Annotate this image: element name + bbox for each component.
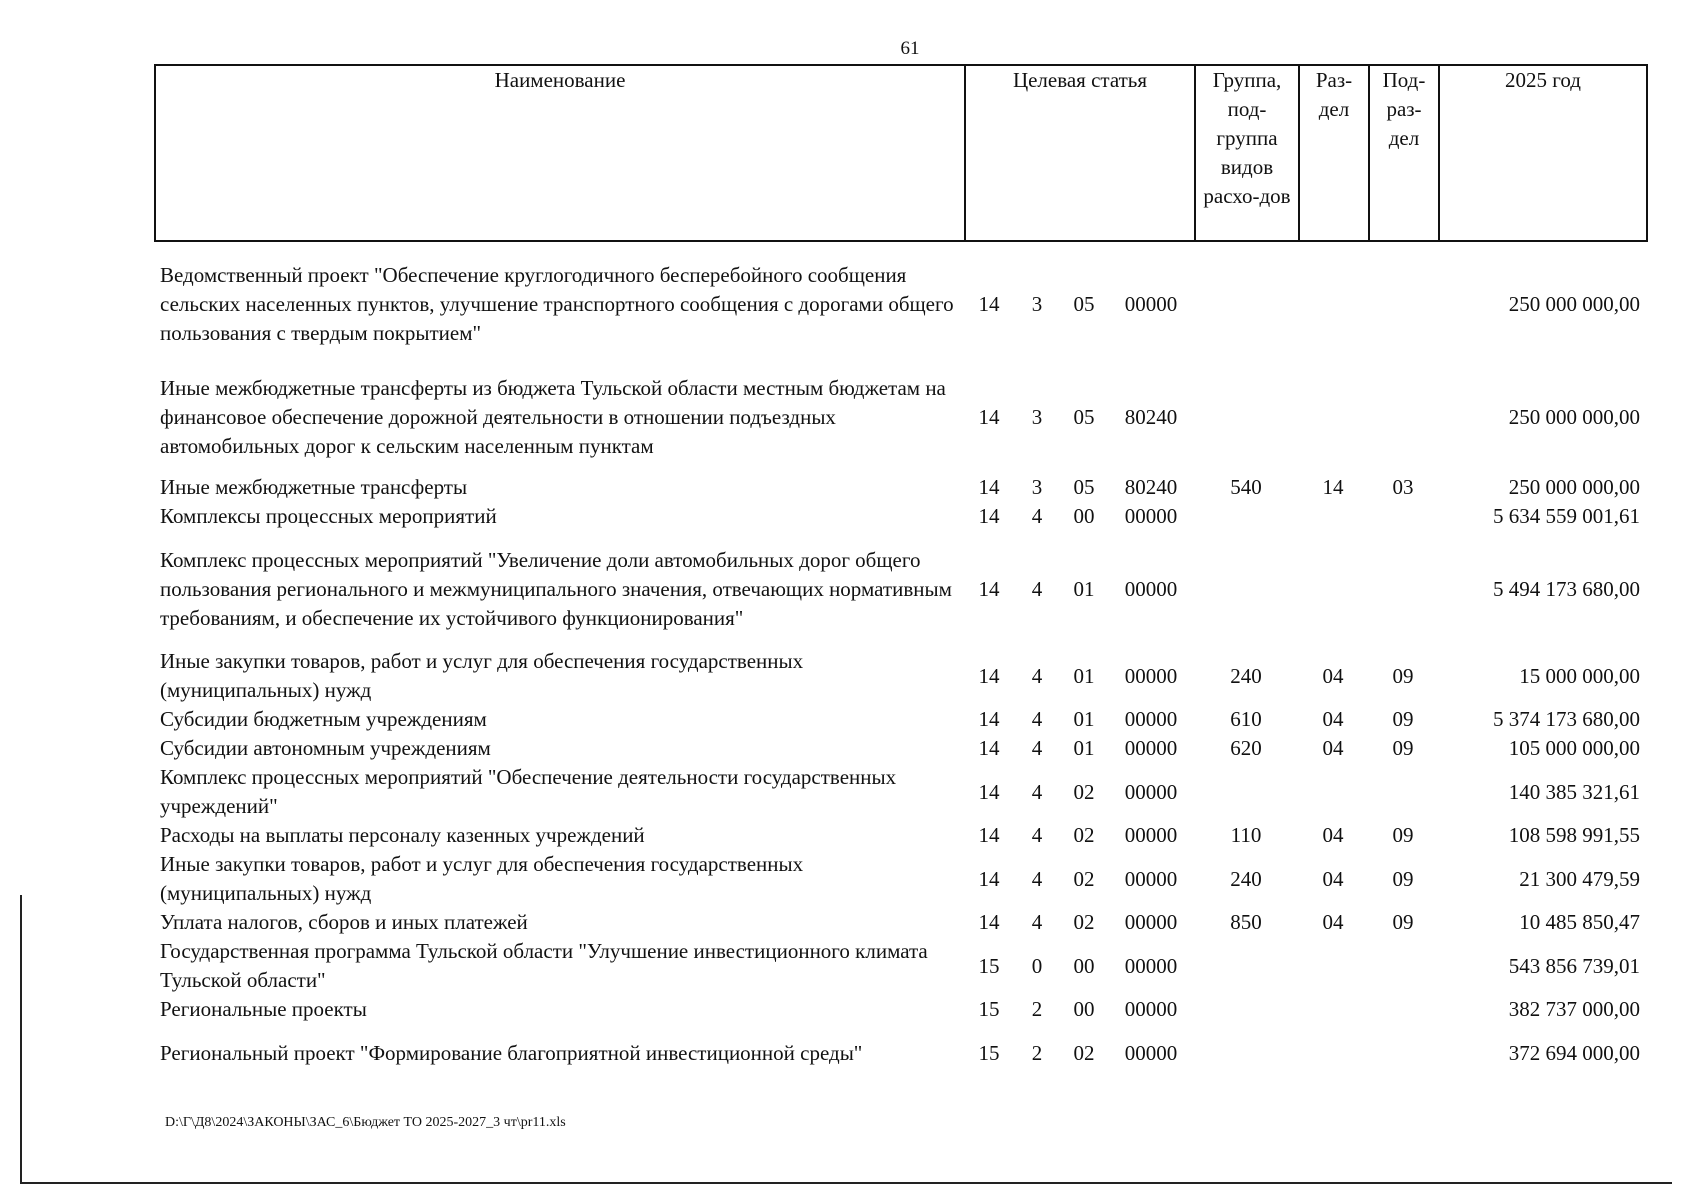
- header-section: Раз-дел: [1299, 65, 1369, 241]
- table-row: [154, 821, 1646, 850]
- target-code-structure: 02: [1073, 823, 1095, 847]
- target-code-program: 14: [978, 823, 1000, 847]
- target-code-structure: 02: [1073, 910, 1095, 934]
- subsection-code: 09: [1392, 866, 1414, 891]
- expense-group-code: [1194, 995, 1298, 1024]
- amount-2025: 108 598 991,55: [1508, 823, 1640, 847]
- target-code-type: 3: [1031, 405, 1043, 429]
- target-code-direction: 00000: [1124, 953, 1178, 978]
- target-code-type: 3: [1031, 291, 1043, 316]
- target-code-type: 4: [1031, 779, 1043, 804]
- target-code-type: 0: [1031, 953, 1043, 978]
- amount-2025: 382 737 000,00: [1508, 997, 1640, 1021]
- section-code: 04: [1322, 910, 1344, 934]
- target-code-program: 14: [978, 663, 1000, 688]
- header-year: 2025 год: [1439, 65, 1647, 241]
- expense-group-code: 240: [1230, 866, 1262, 891]
- expense-group-code: 110: [1230, 823, 1262, 847]
- target-code-program: 15: [978, 997, 1000, 1021]
- target-code-direction: 00000: [1124, 736, 1178, 760]
- subsection-code: [1368, 995, 1438, 1024]
- target-code-type: 3: [1031, 475, 1043, 499]
- subsection-code: 09: [1392, 707, 1414, 731]
- row-name: Иные межбюджетные трансферты из бюджета Тульской области местным бюджетам на финансовое обеспечение дорожной деятельности в отношении подъездных автомобильных дорог к сельским населенным пунктам: [160, 376, 946, 458]
- target-code-structure: 01: [1073, 736, 1095, 760]
- amount-2025: 250 000 000,00: [1508, 475, 1640, 499]
- row-name: Субсидии автономным учреждениям: [160, 736, 491, 760]
- table-row: [154, 256, 1646, 352]
- header-expense-group: Группа, под-группа видов расхо-дов: [1195, 65, 1299, 241]
- target-code-program: 15: [978, 953, 1000, 978]
- row-name: Комплекс процессных мероприятий "Обеспечение деятельности государственных учреждений": [160, 765, 897, 818]
- subsection-code: [1368, 531, 1438, 647]
- target-code-structure: 05: [1073, 475, 1095, 499]
- amount-2025: 10 485 850,47: [1519, 910, 1640, 934]
- target-code-structure: 05: [1073, 291, 1095, 316]
- section-code: 14: [1322, 475, 1344, 499]
- section-code: [1298, 1024, 1368, 1082]
- header-name: Наименование: [155, 65, 965, 241]
- amount-2025: 5 634 559 001,61: [1493, 504, 1640, 528]
- amount-2025: 5 494 173 680,00: [1493, 576, 1640, 601]
- expense-group-code: [1194, 937, 1298, 995]
- target-code-program: 14: [978, 576, 1000, 601]
- section-code: 04: [1322, 663, 1344, 688]
- table-row: [154, 647, 1646, 705]
- table-row: [154, 531, 1646, 647]
- target-code-structure: 02: [1073, 866, 1095, 891]
- target-code-structure: 05: [1073, 405, 1095, 429]
- target-code-structure: 00: [1073, 504, 1095, 528]
- amount-2025: 250 000 000,00: [1508, 291, 1640, 316]
- section-code: [1298, 502, 1368, 531]
- row-name: Уплата налогов, сборов и иных платежей: [160, 910, 528, 934]
- table-header: [154, 64, 1648, 242]
- header-target-article: Целевая статья: [965, 65, 1195, 241]
- section-code: 04: [1322, 736, 1344, 760]
- amount-2025: 140 385 321,61: [1508, 779, 1640, 804]
- table-row: [154, 763, 1646, 821]
- target-code-program: 14: [978, 910, 1000, 934]
- subsection-code: [1368, 256, 1438, 352]
- subsection-code: [1368, 763, 1438, 821]
- target-code-structure: 00: [1073, 997, 1095, 1021]
- expense-group-code: [1194, 502, 1298, 531]
- target-code-direction: 00000: [1124, 707, 1178, 731]
- subsection-code: [1368, 502, 1438, 531]
- section-code: 04: [1322, 823, 1344, 847]
- target-code-direction: 00000: [1124, 1040, 1178, 1065]
- section-code: [1298, 937, 1368, 995]
- table-row: [154, 908, 1646, 937]
- target-code-structure: 01: [1073, 707, 1095, 731]
- target-code-program: 14: [978, 866, 1000, 891]
- target-code-direction: 80240: [1124, 405, 1178, 429]
- row-name: Региональный проект "Формирование благоприятной инвестиционной среды": [160, 1040, 863, 1065]
- subsection-code: 09: [1392, 736, 1414, 760]
- target-code-type: 4: [1031, 707, 1043, 731]
- table-row: [154, 502, 1646, 531]
- section-code: 04: [1322, 866, 1344, 891]
- target-code-type: 4: [1031, 504, 1043, 528]
- amount-2025: 5 374 173 680,00: [1493, 707, 1640, 731]
- section-code: [1298, 352, 1368, 461]
- target-code-structure: 02: [1073, 1040, 1095, 1065]
- subsection-code: 09: [1392, 910, 1414, 934]
- target-code-type: 4: [1031, 663, 1043, 688]
- subsection-code: 03: [1392, 475, 1414, 499]
- target-code-program: 14: [978, 707, 1000, 731]
- table-row: [154, 705, 1646, 734]
- subsection-code: [1368, 352, 1438, 461]
- expense-group-code: [1194, 763, 1298, 821]
- target-code-type: 4: [1031, 910, 1043, 934]
- table-row: [154, 734, 1646, 763]
- expense-group-code: 540: [1230, 475, 1262, 499]
- table-row: [154, 1024, 1646, 1082]
- table-row: [154, 461, 1646, 502]
- row-name: Региональные проекты: [160, 997, 367, 1021]
- target-code-direction: 00000: [1124, 997, 1178, 1021]
- target-code-structure: 01: [1073, 663, 1095, 688]
- section-code: 04: [1322, 707, 1344, 731]
- target-code-program: 14: [978, 475, 1000, 499]
- target-code-direction: 00000: [1124, 866, 1178, 891]
- row-name: Ведомственный проект "Обеспечение круглогодичного бесперебойного сообщения сельских населенных пунктов, улучшение транспортного сообщения с дорогами общего пользования с твердым покрытием": [160, 262, 954, 345]
- section-code: [1298, 531, 1368, 647]
- subsection-code: [1368, 937, 1438, 995]
- section-code: [1298, 763, 1368, 821]
- expense-group-code: 610: [1230, 707, 1262, 731]
- subsection-code: [1368, 1024, 1438, 1082]
- table-row: [154, 352, 1646, 461]
- amount-2025: 21 300 479,59: [1519, 866, 1640, 891]
- expense-group-code: [1194, 256, 1298, 352]
- amount-2025: 372 694 000,00: [1508, 1040, 1640, 1065]
- row-name: Иные закупки товаров, работ и услуг для обеспечения государственных (муниципальных) нужд: [160, 649, 804, 702]
- section-code: [1298, 256, 1368, 352]
- expense-group-code: 620: [1230, 736, 1262, 760]
- target-code-program: 14: [978, 504, 1000, 528]
- page-number: 61: [900, 38, 920, 59]
- row-name: Иные межбюджетные трансферты: [160, 475, 468, 499]
- budget-table: [154, 256, 1646, 1082]
- target-code-program: 15: [978, 1040, 1000, 1065]
- row-name: Комплексы процессных мероприятий: [160, 504, 497, 528]
- target-code-structure: 00: [1073, 953, 1095, 978]
- row-name: Комплекс процессных мероприятий "Увеличение доли автомобильных дорог общего пользования регионального и межмуниципального значения, отвечающих нормативным требованиям, и обеспечение их устойчивого функционирования": [160, 547, 952, 630]
- target-code-direction: 00000: [1124, 910, 1178, 934]
- expense-group-code: 240: [1230, 663, 1262, 688]
- target-code-type: 4: [1031, 823, 1043, 847]
- target-code-type: 4: [1031, 866, 1043, 891]
- amount-2025: 15 000 000,00: [1519, 663, 1640, 688]
- expense-group-code: 850: [1230, 910, 1262, 934]
- target-code-program: 14: [978, 736, 1000, 760]
- target-code-structure: 02: [1073, 779, 1095, 804]
- target-code-program: 14: [978, 405, 1000, 429]
- margin-rule-left: [20, 895, 22, 1183]
- target-code-program: 14: [978, 779, 1000, 804]
- target-code-type: 4: [1031, 736, 1043, 760]
- subsection-code: 09: [1392, 663, 1414, 688]
- target-code-direction: 00000: [1124, 663, 1178, 688]
- target-code-direction: 00000: [1124, 823, 1178, 847]
- table-row: [154, 937, 1646, 995]
- target-code-type: 2: [1031, 1040, 1043, 1065]
- table-row: [154, 995, 1646, 1024]
- target-code-direction: 00000: [1124, 779, 1178, 804]
- amount-2025: 250 000 000,00: [1508, 405, 1640, 429]
- section-code: [1298, 995, 1368, 1024]
- margin-rule-bottom: [20, 1182, 1672, 1184]
- row-name: Субсидии бюджетным учреждениям: [160, 707, 487, 731]
- target-code-type: 4: [1031, 576, 1043, 601]
- amount-2025: 543 856 739,01: [1508, 953, 1640, 978]
- amount-2025: 105 000 000,00: [1508, 736, 1640, 760]
- expense-group-code: [1194, 1024, 1298, 1082]
- target-code-direction: 80240: [1124, 475, 1178, 499]
- target-code-type: 2: [1031, 997, 1043, 1021]
- row-name: Государственная программа Тульской области "Улучшение инвестиционного климата Тульской области": [160, 939, 928, 992]
- row-name: Расходы на выплаты персоналу казенных учреждений: [160, 823, 645, 847]
- subsection-code: 09: [1392, 823, 1414, 847]
- file-path-footer: D:\Г\Д8\2024\ЗАКОНЫ\ЗАС_6\Бюджет ТО 2025-2027_3 чт\pr11.xls: [165, 1115, 566, 1130]
- target-code-direction: 00000: [1124, 576, 1178, 601]
- header-subsection: Под-раз-дел: [1369, 65, 1439, 241]
- target-code-program: 14: [978, 291, 1000, 316]
- target-code-direction: 00000: [1124, 291, 1178, 316]
- target-code-structure: 01: [1073, 576, 1095, 601]
- row-name: Иные закупки товаров, работ и услуг для обеспечения государственных (муниципальных) нужд: [160, 852, 804, 905]
- table-row: [154, 850, 1646, 908]
- expense-group-code: [1194, 352, 1298, 461]
- target-code-direction: 00000: [1124, 504, 1178, 528]
- expense-group-code: [1194, 531, 1298, 647]
